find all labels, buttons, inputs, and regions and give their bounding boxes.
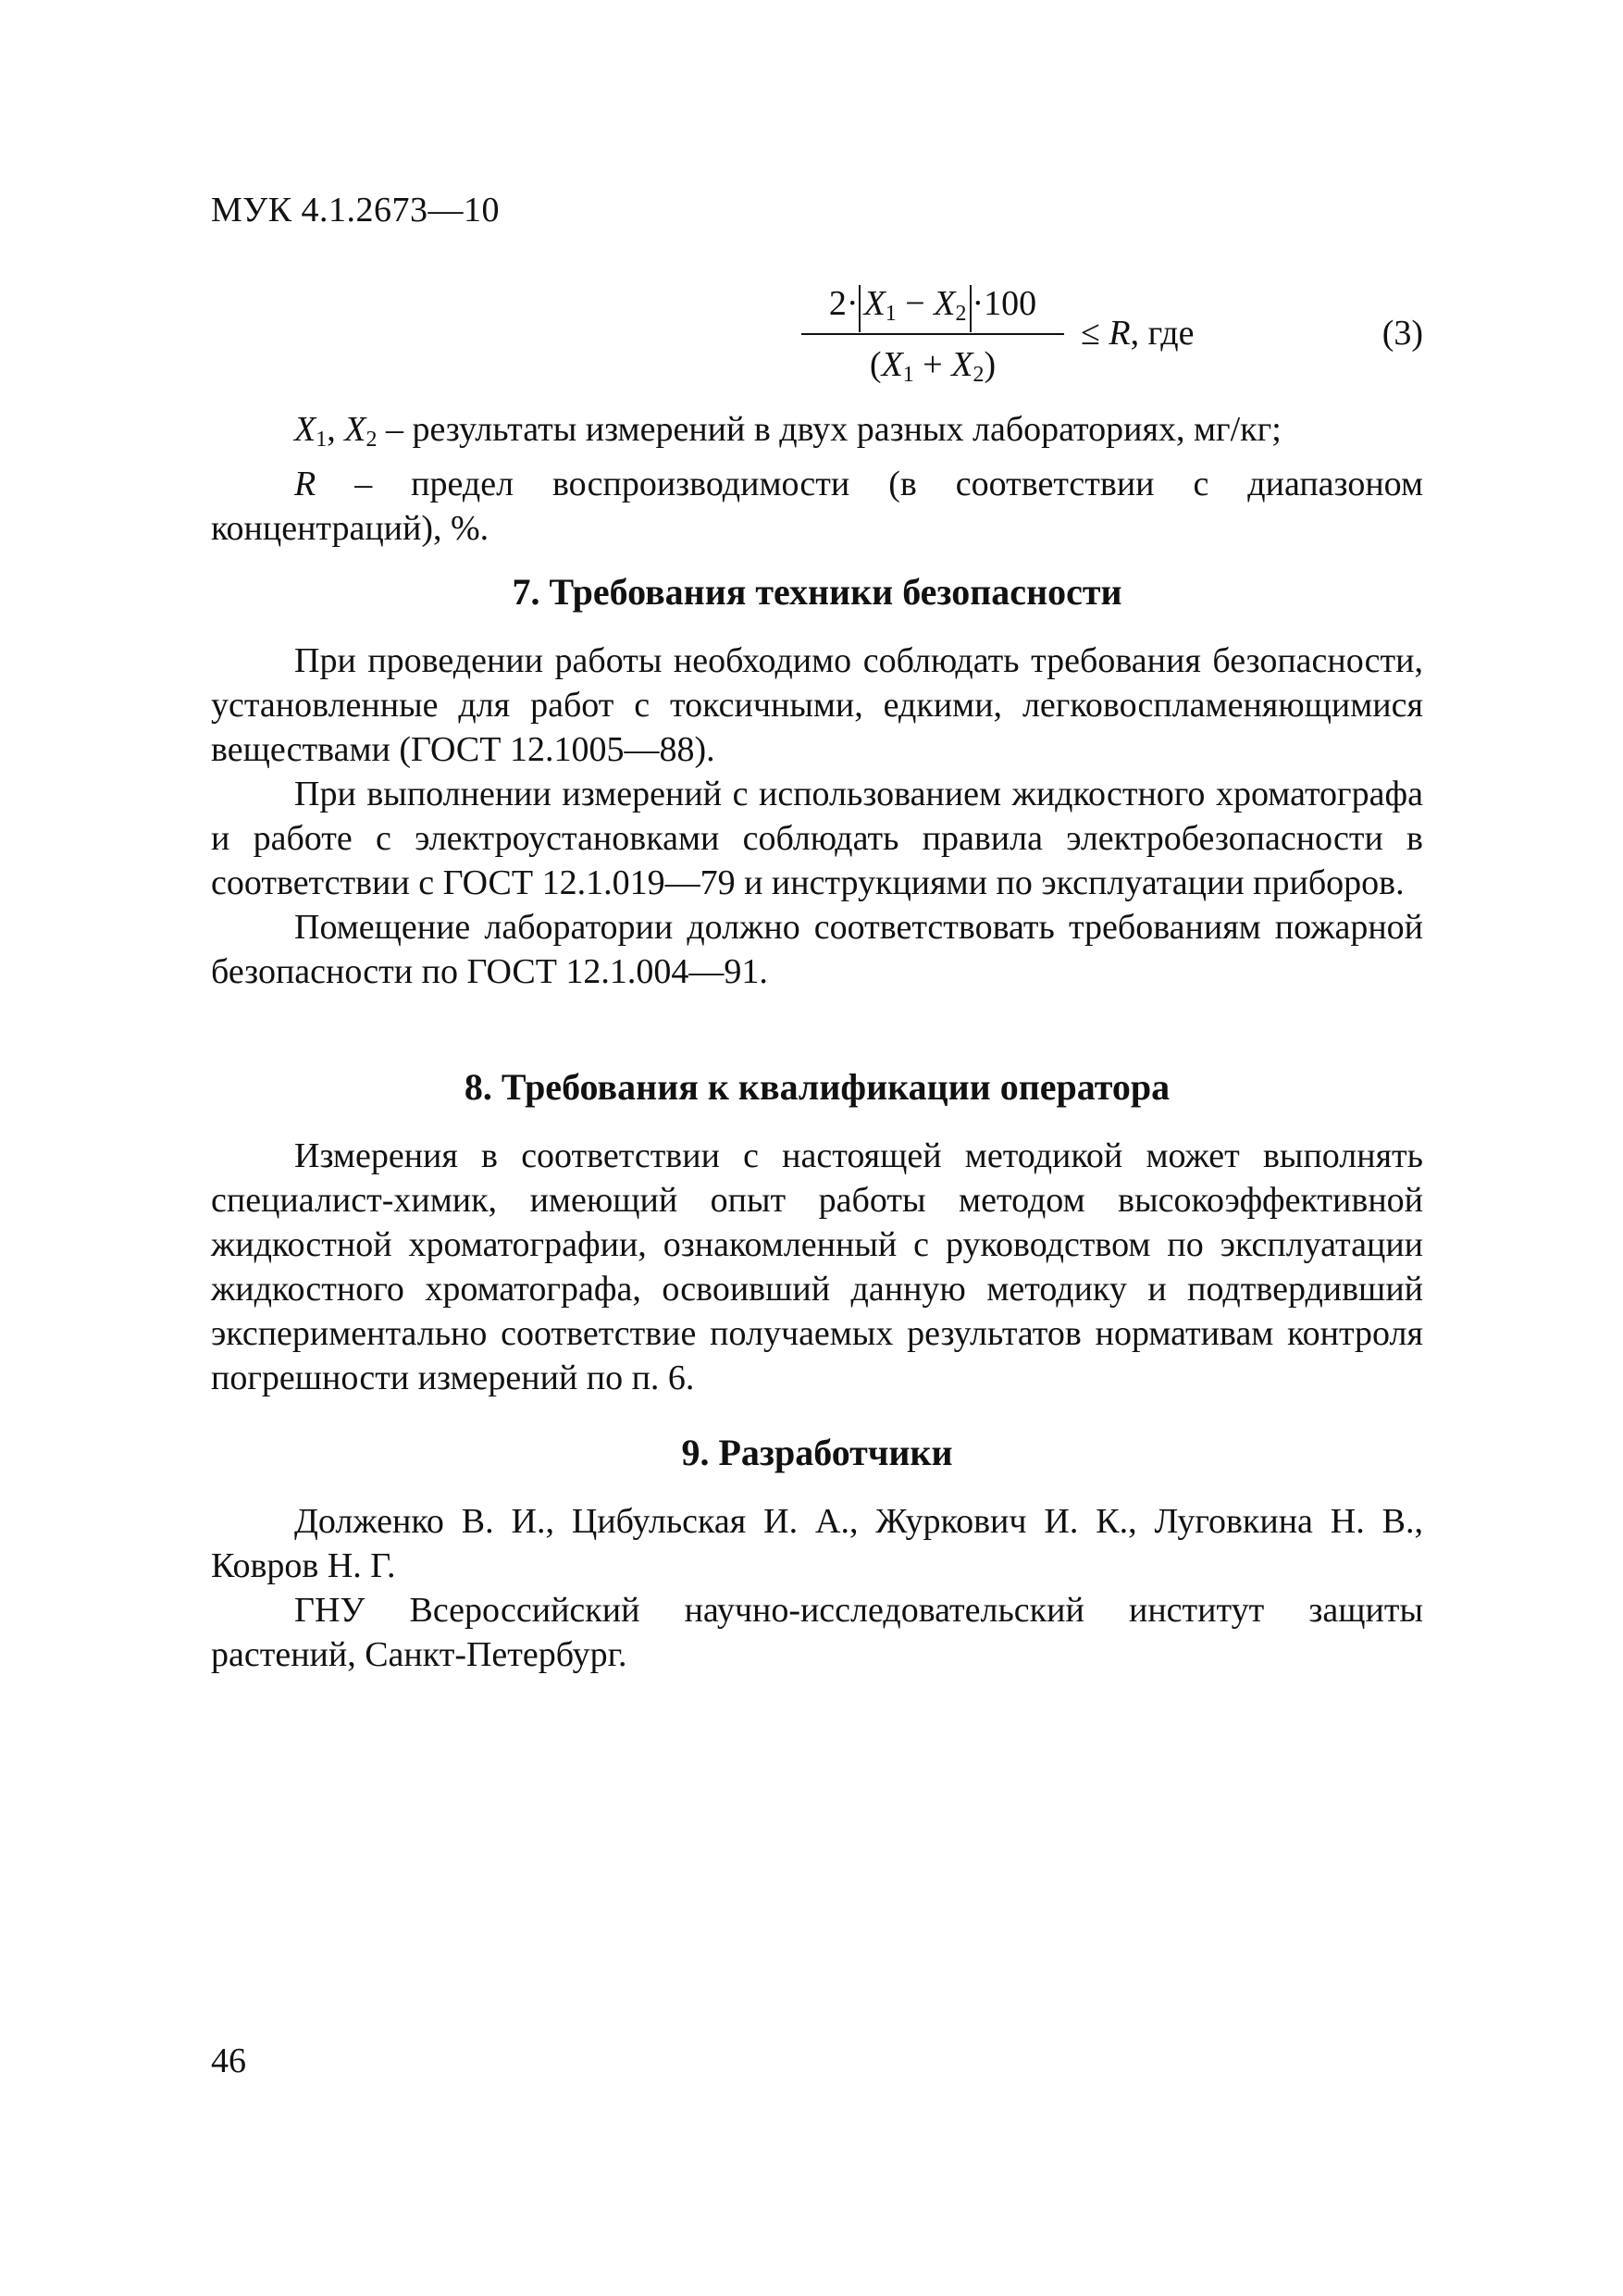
paragraph: При проведении работы необходимо соблюдать требования безопасности, установленные для работ с токсичными, едкими, легковоспламеняющимися веществами (ГОСТ 12.1005—88).	[211, 641, 1423, 769]
section-7-body	[211, 639, 1423, 994]
section-7-heading: 7. Требования техники безопасности	[512, 571, 1122, 613]
fraction-denominator: $(X_1 + X_2)$	[869, 345, 997, 387]
absolute-value: $X_1 - X_2$	[859, 285, 973, 332]
variable-definitions	[211, 407, 1423, 551]
section-9-heading: 9. Разработчики	[681, 1432, 953, 1473]
equation-number: (3)	[1381, 314, 1423, 353]
formula-tail: ≤ R, где	[1081, 314, 1195, 353]
paragraph: Долженко В. И., Цибульская И. А., Журкович И. К., Луговкина Н. В., Ковров Н. Г.	[211, 1502, 1423, 1585]
document-code: МУК 4.1.2673—10	[211, 191, 501, 230]
page-number: 46	[211, 2042, 246, 2080]
definition-x1x2: $X_1$, $X_2$ – результаты измерений в двух разных лабораториях, мг/кг;	[294, 410, 1282, 452]
section-8-body	[211, 1134, 1423, 1400]
paragraph: Помещение лаборатории должно соответствовать требованиям пожарной безопасности по ГОСТ 12.1.004—91.	[211, 908, 1423, 991]
fraction	[794, 278, 1072, 391]
paragraph: При выполнении измерений с использованием жидкостного хроматографа и работе с электроустановками соблюдать правила электробезопасности в соответствии с ГОСТ 12.1.019—79 и инструкциями по эксплуатации приборов.	[211, 775, 1423, 902]
paragraph: Измерения в соответствии с настоящей методикой может выполнять специалист-химик, имеющий опыт работы методом высокоэффективной жидкостной хроматографии, ознакомленный с руководством по эксплуатации жидкостного хроматографа, освоивший данную методику и подтвердивший экспериментально соответствие получаемых результатов нормативам контроля погрешности измерений по п. 6.	[211, 1136, 1423, 1397]
section-8-heading: 8. Требования к квалификации оператора	[464, 1066, 1171, 1108]
section-9-body	[211, 1499, 1423, 1677]
paragraph: ГНУ Всероссийский научно-исследовательский институт защиты растений, Санкт-Петербург.	[211, 1591, 1423, 1674]
definition-r: R – предел воспроизводимости (в соответствии с диапазоном концентраций), %.	[211, 465, 1423, 548]
fraction-numerator: $2\cdot X_1 - X_2 \cdot 100$	[794, 278, 1072, 329]
formula-3	[211, 278, 1423, 398]
fraction-bar	[801, 333, 1064, 335]
